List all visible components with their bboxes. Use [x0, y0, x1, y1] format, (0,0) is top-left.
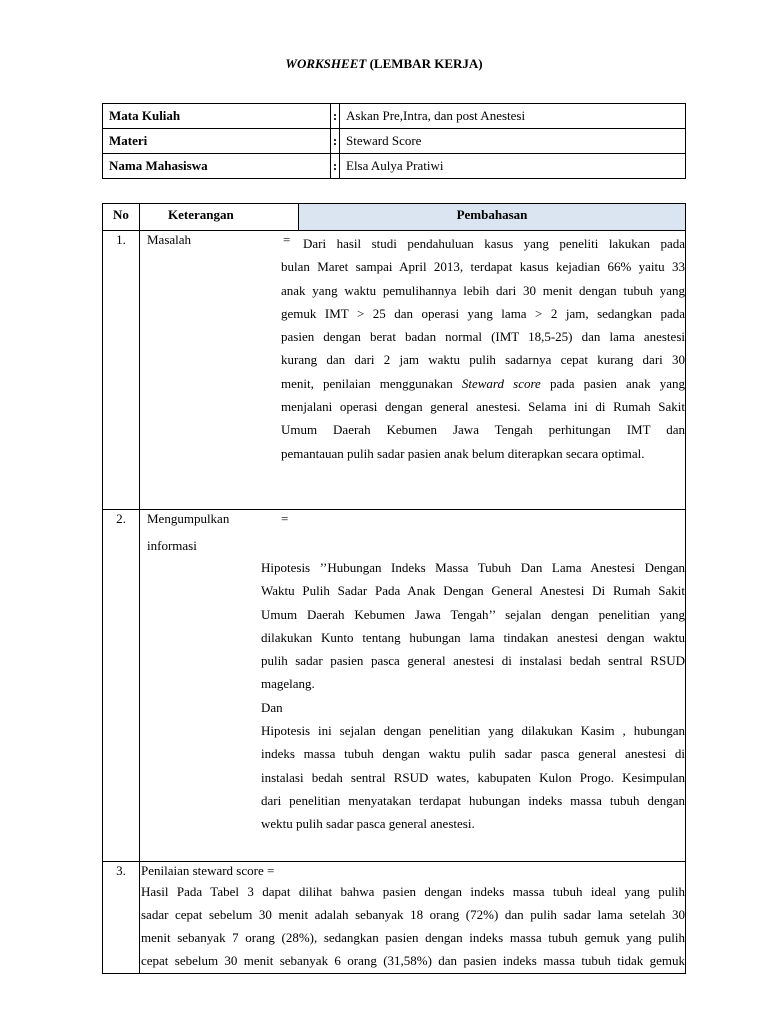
info-key: Mata Kuliah	[103, 104, 331, 129]
row2-paragraph: Hipotesis ’’Hubungan Indeks Massa Tubuh Dan Lama Anestesi Dengan Waktu Pulih Sadar Pada Anak Dengan General Anestesi Di Rumah Sakit Umum Daerah Kebumen Jawa Tengah’’ sejalan dengan penelitian yang dilakukan Kunto tentang hubungan lama tindakan anestesi dengan waktu pulih sadar pasien pasca general anestesi di instalasi bedah sentral RSUD magelang. Dan Hipotesis ini sejalan dengan penelitian yang dilakukan Kasim , hubungan indeks massa tubuh dengan waktu pulih sadar pasca general anestesi di instalasi bedah sentral RSUD wates, kabupaten Kulon Progo. Kesimpulan dari penelitian menyatakan terdapat hubungan indeks massa tubuh dengan wektu pulih sadar pasca general anestesi.	[261, 560, 685, 832]
row-divider	[103, 861, 685, 862]
info-key: Nama Mahasiswa	[103, 154, 331, 179]
info-value: Elsa Aulya Pratiwi	[340, 154, 686, 179]
info-row	[103, 129, 686, 154]
row-divider	[103, 509, 685, 510]
info-colon: :	[331, 154, 340, 179]
info-colon: :	[331, 129, 340, 154]
table-header	[103, 204, 685, 231]
row-label: Penilaian steward score =	[141, 863, 275, 878]
row1-paragraph: Dari hasil studi pendahuluan kasus yang peneliti lakukan pada bulan Maret sampai April 2013, terdapat kasus kejadian 66% yaitu 33 anak yang waktu pemulihannya lebih dari 30 menit dengan tubuh yang gemuk IMT > 25 dan operasi yang lama > 2 jam, sedangkan pada pasien dengan berat badan normal (IMT 18,5-25) dan lama anestesi kurang dan dari 2 jam waktu pulih sadarnya cepat kurang dari 30 menit, penilaian menggunakan Steward score pada pasien anak yang menjalani operasi dengan general anestesi. Selama ini di Rumah Sakit Umum Daerah Kebumen Jawa Tengah perhitungan IMT dan pemantauan pulih sadar pasien anak belum diterapkan secara optimal.	[281, 236, 685, 461]
row3-paragraph: Hasil Pada Tabel 3 dapat dilihat bahwa pasien dengan indeks massa tubuh ideal yang pulih sadar cepat sebelum 30 menit adalah sebanyak 18 orang (72%) dan pulih sadar lama setelah 30 menit sebanyak 7 orang (28%), sedangkan pasien dengan indeks massa tubuh gemuk yang pulih cepat sebelum 30 menit sebanyak 6 orang (31,58%) dan pasien indeks massa tubuh tidak gemuk	[141, 884, 685, 968]
info-value: Steward Score	[340, 129, 686, 154]
worksheet-table	[102, 203, 686, 974]
row-label: informasi	[147, 538, 197, 553]
row-number: 3.	[116, 863, 126, 878]
info-key: Materi	[103, 129, 331, 154]
header-pembahasan: Pembahasan	[299, 204, 685, 230]
row-label: Mengumpulkan	[147, 511, 230, 526]
info-row	[103, 154, 686, 179]
info-table	[102, 103, 686, 179]
info-value: Askan Pre,Intra, dan post Anestesi	[340, 104, 686, 129]
row-label: Masalah	[147, 232, 192, 247]
equals-sign: =	[283, 232, 291, 247]
row-number: 2.	[116, 511, 126, 526]
header-no: No	[103, 204, 140, 230]
info-row	[103, 104, 686, 129]
page-title: WORKSHEET (LEMBAR KERJA)	[285, 56, 483, 71]
header-keterangan: Keterangan	[140, 204, 299, 230]
info-colon: :	[331, 104, 340, 129]
row-number: 1.	[116, 232, 126, 247]
equals-sign: =	[281, 511, 289, 526]
